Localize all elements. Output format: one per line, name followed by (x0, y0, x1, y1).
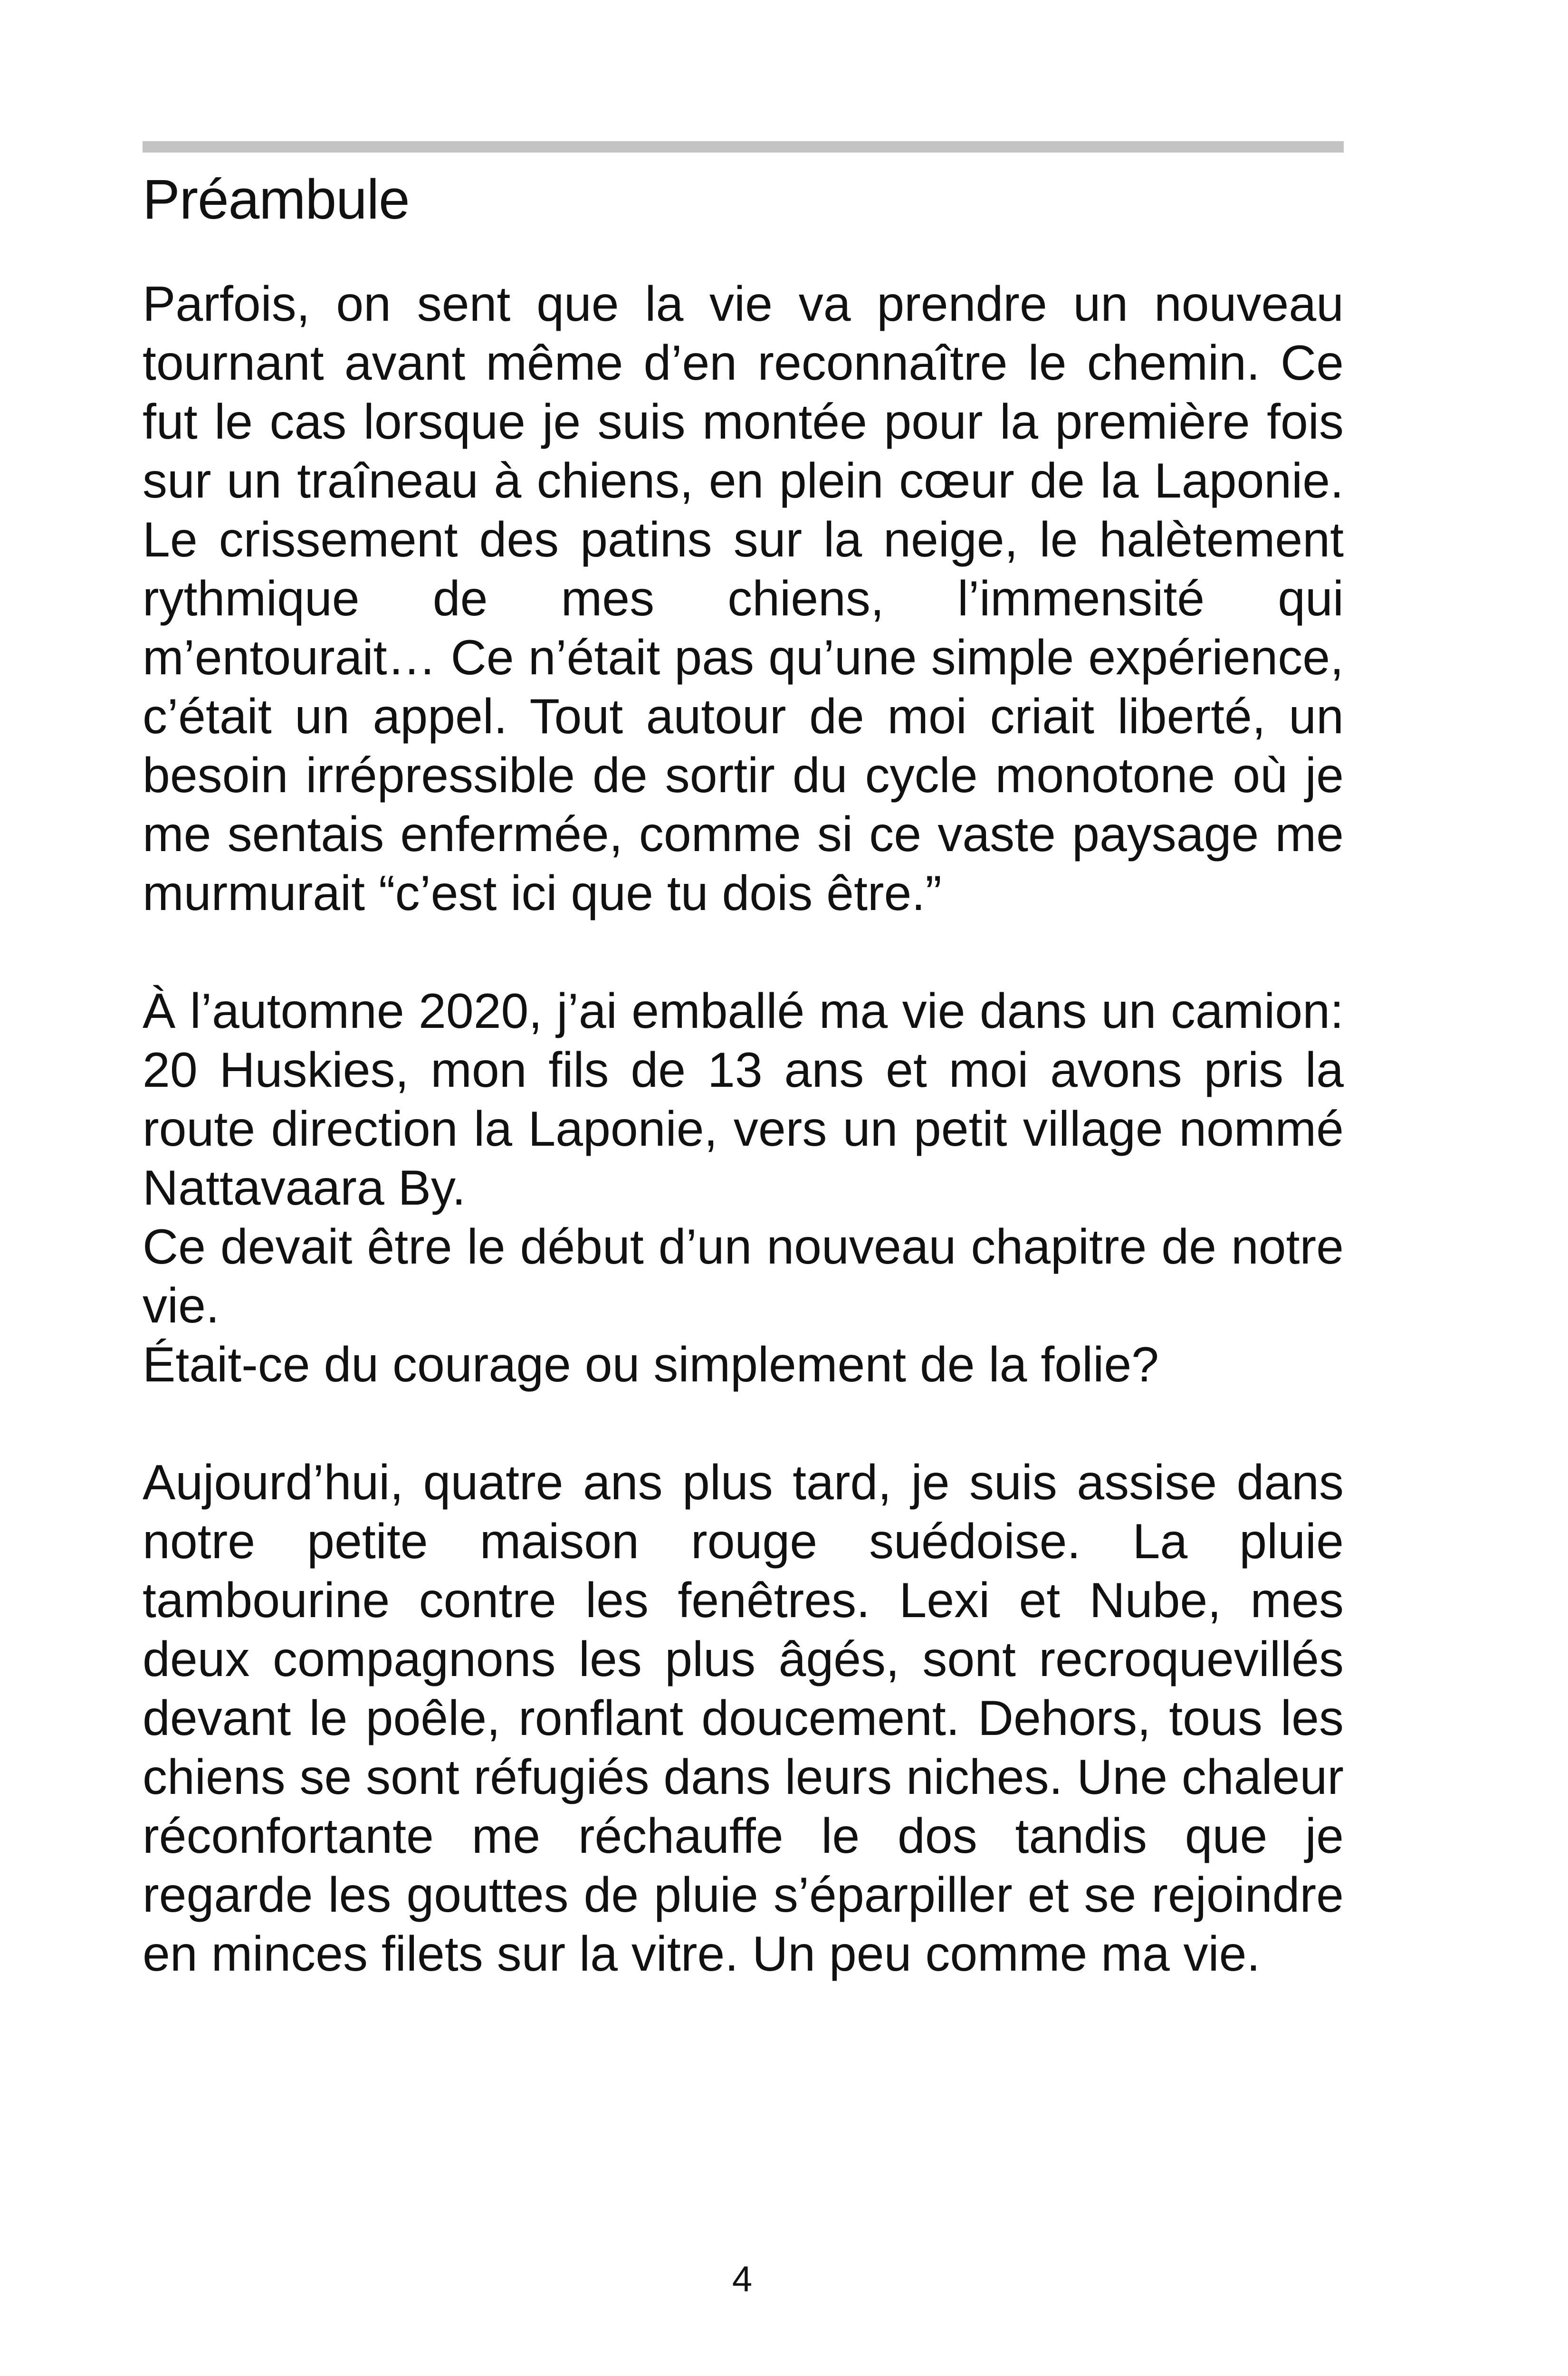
chapter-title: Préambule (143, 168, 410, 231)
paragraph-today: Aujourd’hui, quatre ans plus tard, je suis assise dans notre petite maison rouge suédoise. La pluie tambourine contre les fenêtres. Lexi et Nube, mes deux compagnons les plus âgés, sont recroquevillés devant le poêle, ronflant doucement. Dehors, tous les chiens se sont réfugiés dans leurs niches. Une chaleur réconfortante me réchauffe le dos tandis que je regarde les gouttes de pluie s’éparpiller et se rejoindre en minces filets sur la vitre. Un peu comme ma vie. (143, 1455, 1344, 1982)
paragraph-new-chapter: Ce devait être le début d’un nouveau chapitre de notre vie. (143, 1219, 1344, 1333)
section-divider (143, 141, 1344, 153)
chapter-body (143, 275, 1344, 1983)
paragraph-question: Était-ce du courage ou simplement de la folie? (143, 1337, 1159, 1392)
page-number: 4 (732, 2259, 753, 2299)
paragraph-intro: Parfois, on sent que la vie va prendre un nouveau tournant avant même d’en reconnaître le chemin. Ce fut le cas lorsque je suis montée pour la première fois sur un traîneau à chiens, en plein cœur de la Laponie. Le crissement des patins sur la neige, le halètement rythmique de mes chiens, l’immensité qui m’entourait… Ce n’était pas qu’une simple expérience, c’était un appel. Tout autour de moi criait liberté, un besoin irrépressible de sortir du cycle monotone où je me sentais enfermée, comme si ce vaste paysage me murmurait “c’est ici que tu dois être.” (143, 277, 1344, 921)
paragraph-move: À l’automne 2020, j’ai emballé ma vie dans un camion: 20 Huskies, mon fils de 13 ans et moi avons pris la route direction la Laponie, vers un petit village nommé Nattavaara By. (143, 984, 1344, 1216)
